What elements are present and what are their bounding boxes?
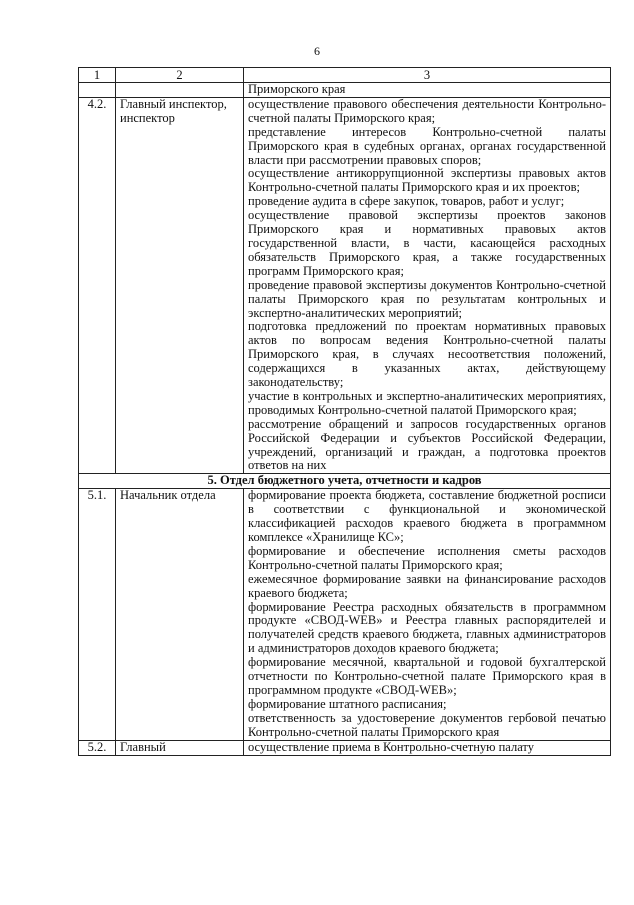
table-row-5-2 — [79, 740, 611, 755]
duty-item: осуществление приема в Контрольно-счетную палату — [248, 740, 534, 754]
duties-table — [78, 67, 611, 756]
duty-item: осуществление правового обеспечения деятельности Контрольно-счетной палаты Приморского края; — [248, 96, 606, 125]
position-title: Главный — [116, 740, 244, 755]
page-number: 6 — [314, 44, 320, 58]
row-number: 5.1. — [79, 489, 116, 740]
duty-item: проведение правовой экспертизы документов Контрольно-счетной палаты Приморского края по результатам контрольных и экспертно-аналитических мероприятий; — [248, 277, 606, 320]
duty-item: рассмотрение обращений и запросов государственных органов Российской Федерации и субъектов Российской Федерации, учреждений, организаций и граждан, а подготовка проектов ответов на них — [248, 416, 606, 473]
duty-item: формирование и обеспечение исполнения сметы расходов Контрольно-счетной палаты Приморского края; — [248, 543, 606, 572]
duty-item: формирование месячной, квартальной и годовой бухгалтерской отчетности по Контрольно-счетной палате Приморского края в программном продукте «СВОД-WEB»; — [248, 655, 606, 697]
duty-item: осуществление антикоррупционной экспертизы правовых актов Контрольно-счетной палаты Приморского края и их проектов; — [248, 166, 606, 195]
table-row-4-2 — [79, 97, 611, 473]
header-col-1: 1 — [79, 68, 116, 83]
position-title: Главный инспектор, инспектор — [116, 97, 244, 473]
duty-item: осуществление правовой экспертизы проектов законов Приморского края и нормативных правовых актов государственной власти, в части, касающейся расходных обязательств Приморского края, а также государственных программ Приморского края; — [248, 208, 606, 278]
header-col-3: 3 — [244, 68, 611, 83]
duty-item: формирование проекта бюджета, составление бюджетной росписи в соответствии с функциональной и экономической классификацией расходов краевого бюджета в программном комплексе «Хранилище КС»; — [248, 488, 606, 544]
duties-list — [244, 489, 611, 740]
duty-item: ответственность за удостоверение документов гербовой печатью Контрольно-счетной палаты Приморского края — [248, 710, 606, 739]
section-row-5 — [79, 474, 611, 489]
duty-item: формирование штатного расписания; — [248, 696, 447, 711]
duty-item: проведение аудита в сфере закупок, товаров, работ и услуг; — [248, 194, 565, 209]
row-number: 4.2. — [79, 97, 116, 473]
duty-item: представление интересов Контрольно-счетной палаты Приморского края в судебных органах, органах государственной власти при рассмотрении правовых споров; — [248, 124, 606, 167]
position-title: Начальник отдела — [116, 489, 244, 740]
header-col-2: 2 — [116, 68, 244, 83]
table-header-row — [79, 68, 611, 83]
duties-list — [244, 97, 611, 473]
section-title: 5. Отдел бюджетного учета, отчетности и кадров — [79, 474, 611, 489]
continued-text: Приморского края — [244, 83, 611, 98]
table-row-5-1 — [79, 489, 611, 740]
duty-item: участие в контрольных и экспертно-аналитических мероприятиях, проводимых Контрольно-счетной палатой Приморского края; — [248, 388, 606, 417]
row-number: 5.2. — [79, 740, 116, 755]
duty-item: ежемесячное формирование заявки на финансирование расходов краевого бюджета; — [248, 571, 606, 600]
duty-item: формирование Реестра расходных обязательств в программном продукте «СВОД-WEB» и Реестра главных распорядителей и получателей средств краевого бюджета, главных администраторов и администраторов доходов краевого бюджета; — [248, 599, 606, 656]
duty-item: подготовка предложений по проектам нормативных правовых актов по вопросам ведения Контрольно-счетной палаты Приморского края, в случаях несоответствия положений, содержащихся в указанных актах, действующему законодательству; — [248, 319, 606, 390]
table-row-continued — [79, 83, 611, 98]
